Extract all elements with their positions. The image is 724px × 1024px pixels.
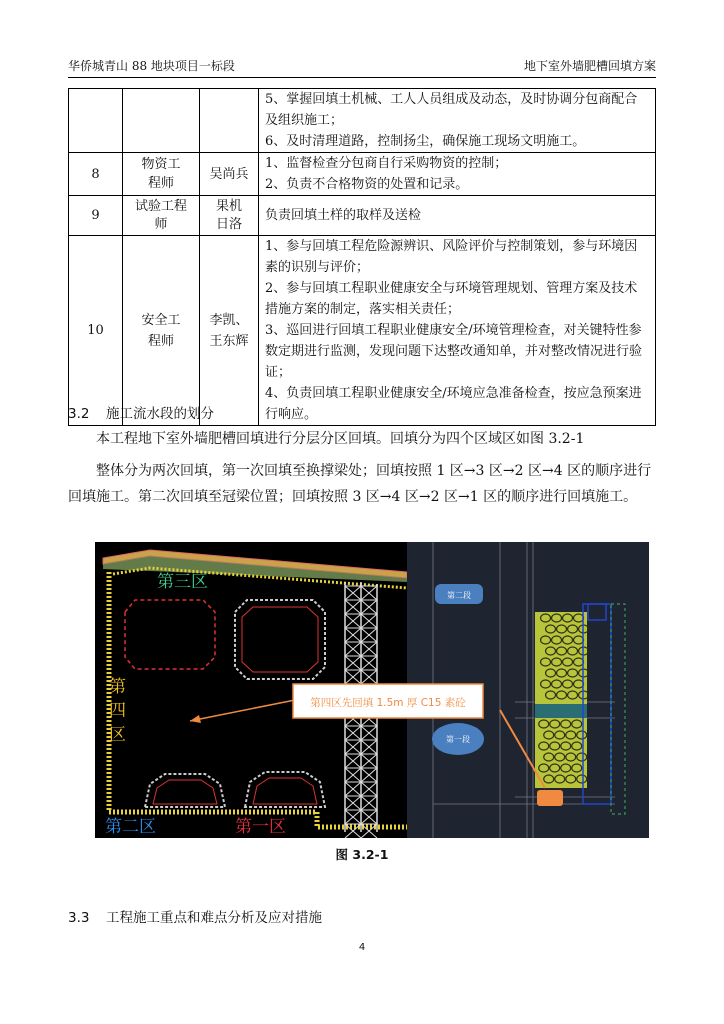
section-number: 3.3 xyxy=(68,910,90,926)
header-project: 华侨城青山 88 地块项目一标段 xyxy=(68,59,235,73)
cell-duties xyxy=(259,89,656,153)
cell-no: 8 xyxy=(69,153,123,196)
cell-role: 试验工程师 xyxy=(123,196,200,236)
cell-no: 9 xyxy=(69,196,123,236)
cell-name xyxy=(200,89,259,153)
cell-no xyxy=(69,89,123,153)
section-number: 3.2 xyxy=(68,406,90,422)
stage2-label: 第二段 xyxy=(447,591,471,600)
section-3-2-heading xyxy=(68,402,214,422)
table-row xyxy=(69,153,656,196)
table-row xyxy=(69,236,656,426)
stage1-label: 第一段 xyxy=(446,735,470,744)
page-number: 4 xyxy=(358,942,366,953)
cell-name: 李凯、王东辉 xyxy=(200,236,259,426)
cell-duties xyxy=(259,153,656,196)
header-doc-title: 地下室外墙肥槽回填方案 xyxy=(523,59,656,73)
duty-line: 5、掌握回填土机械、工人人员组成及动态，及时协调分包商配合及组织施工； xyxy=(265,92,638,128)
figure-zone-division xyxy=(95,542,649,838)
zone3-label: 第三区 xyxy=(157,572,208,592)
duty-line: 1、参与回填工程危险源辨识、风险评价与控制策划，参与环境因素的识别与评价； xyxy=(265,239,638,275)
section-title: 施工流水段的划分 xyxy=(106,406,214,422)
section-3-3-heading xyxy=(68,906,322,926)
page-header xyxy=(68,58,656,78)
duty-line: 4、负责回填工程职业健康安全/环境应急准备检查，按应急预案进行响应。 xyxy=(265,386,642,422)
cell-duties: 负责回填土样的取样及送检 xyxy=(259,196,656,236)
cell-role xyxy=(123,89,200,153)
paragraph: 整体分为两次回填，第一次回填至换撑梁处；回填按照 1 区→3 区→2 区→4 区的顺序进行回填施工。第二次回填至冠梁位置；回填按照 3 区→4 区→2 区→1 区的顺序进行回填施工。 xyxy=(68,463,652,505)
figure-caption: 图 3.2-1 xyxy=(335,847,389,862)
callout-text: 第四区先回填 1.5m 厚 C15 素砼 xyxy=(310,697,466,709)
responsibility-table xyxy=(68,88,656,426)
zone1-label: 第一区 xyxy=(235,817,286,837)
table-row xyxy=(69,89,656,153)
table-row xyxy=(69,196,656,236)
zone4-label: 第四区 xyxy=(109,677,126,745)
duty-line: 1、监督检查分包商自行采购物资的控制； xyxy=(265,156,508,171)
cell-name: 吴尚兵 xyxy=(200,153,259,196)
zone2-label: 第二区 xyxy=(105,817,156,837)
cell-name: 果机日洛 xyxy=(200,196,259,236)
duty-line: 2、参与回填工程职业健康安全与环境管理规划、管理方案及技术措施方案的制定，落实相关责任； xyxy=(265,281,638,317)
cell-role: 物资工程师 xyxy=(123,153,200,196)
section-title: 工程施工重点和难点分析及应对措施 xyxy=(106,910,322,926)
duty-line: 3、巡回进行回填工程职业健康安全/环境管理检查，对关键特性参数定期进行监测，发现问题下达整改通知单，并对整改情况进行验证； xyxy=(265,323,643,380)
cell-role: 安全工程师 xyxy=(123,236,200,426)
cell-no: 10 xyxy=(69,236,123,426)
duty-line: 2、负责不合格物资的处置和记录。 xyxy=(265,177,469,192)
cad-drawing xyxy=(95,542,649,838)
cell-duties xyxy=(259,236,656,426)
duty-line: 6、及时清理道路，控制扬尘，确保施工现场文明施工。 xyxy=(265,134,586,149)
paragraph: 本工程地下室外墙肥槽回填进行分层分区回填。回填分为四个区域区如图 3.2-1 xyxy=(96,431,585,447)
